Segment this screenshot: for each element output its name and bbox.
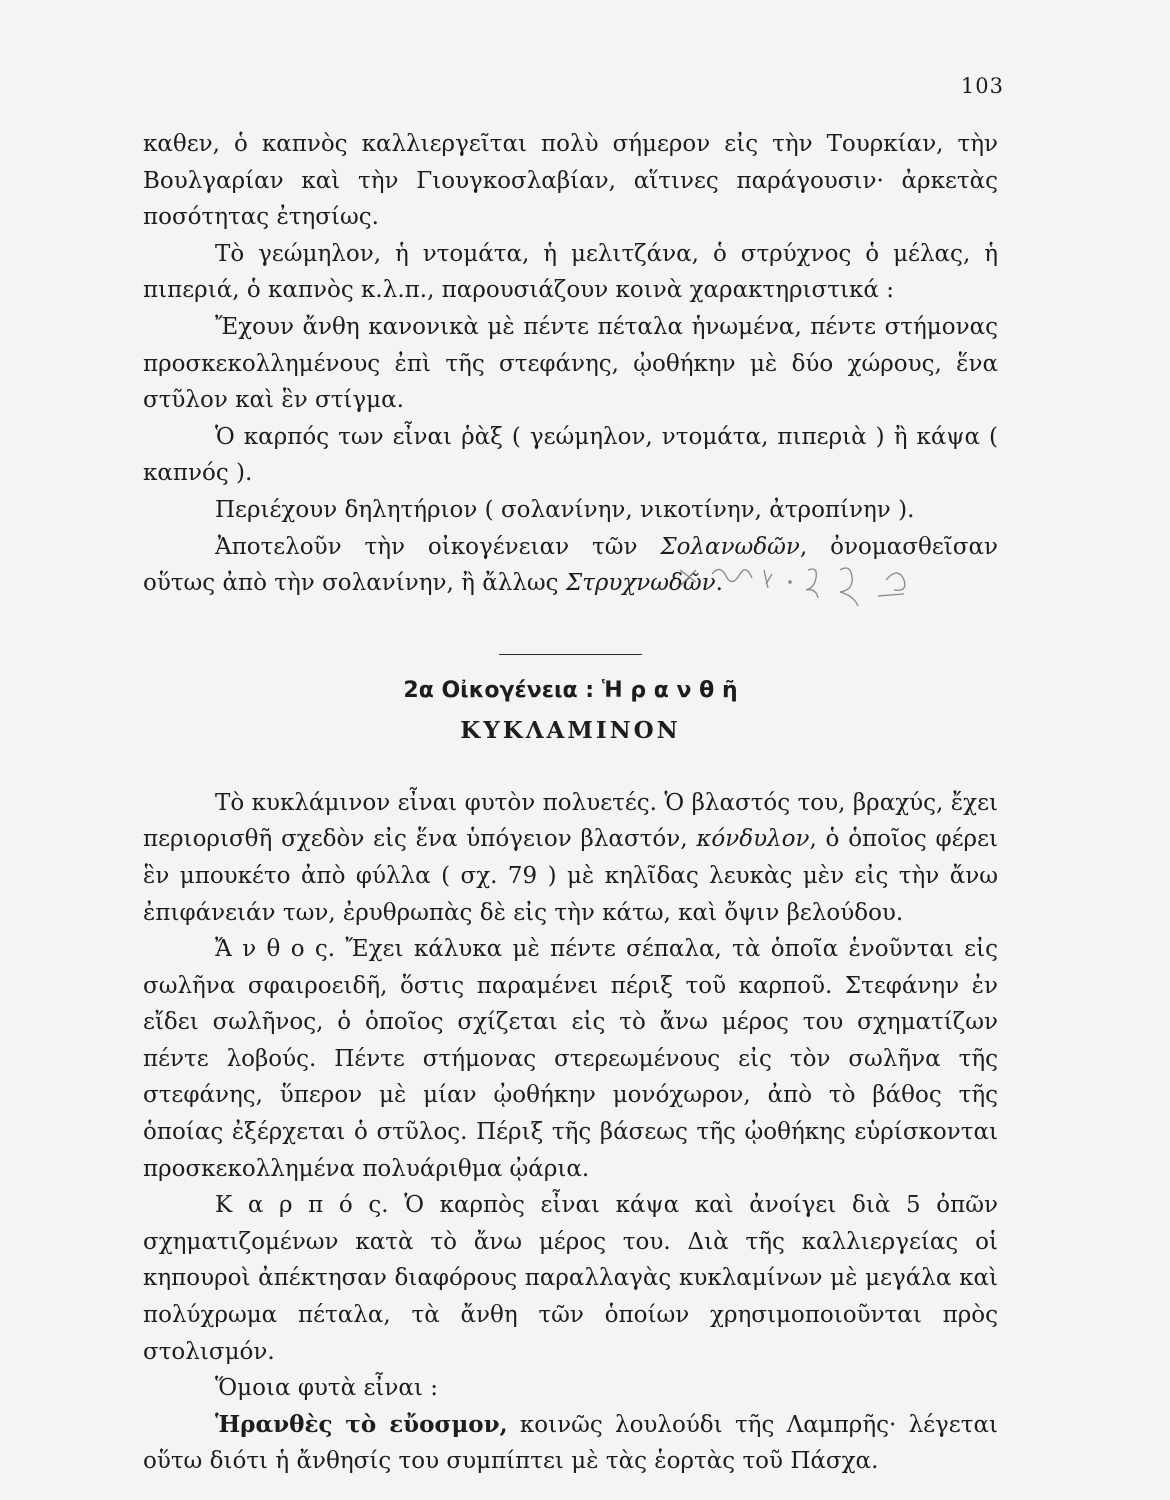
- paragraph-solanaceae-list: Τὸ γεώμηλον, ἡ ντομάτα, ἡ μελιτζάνα, ὁ στρύχνος ὁ μέλας, ἡ πιπεριά, ὁ καπνὸς κ.λ.π., παρουσιάζουν κοινὰ χαρακτηριστικά :: [143, 240, 998, 304]
- paragraph-fruit-cyclamen: [143, 1187, 998, 1370]
- pencil-scribble: [672, 560, 962, 612]
- paragraph-continuation: καθεν, ὁ καπνὸς καλλιεργεῖται πολὺ σήμερον εἰς τὴν Τουρκίαν, τὴν Βουλγαρίαν καὶ τὴν Γιουγκοσλαβίαν, αἵτινες παράγουσιν· ἀρκετὰς ποσότητας ἐτησίως.: [143, 131, 998, 231]
- cyclamen-text-a: Τὸ κυκλάμινον εἶναι φυτὸν πολυετές. Ὁ βλαστός του, βραχύς, ἔχει περιορισθῆ σχεδὸν εἰς ἕνα ὑπόγειον βλαστόν,: [143, 789, 998, 853]
- paragraph-flower-traits: Ἔχουν ἄνθη κανονικὰ μὲ πέντε πέταλα ἡνωμένα, πέντε στήμονας προσκεκολλημένους ἐπὶ τῆς στεφάνης, ᾠοθήκην μὲ δύο χώρους, ἕνα στῦλον καὶ ἓν στίγμα.: [143, 313, 998, 414]
- paragraph-flower: [143, 931, 998, 1187]
- section-divider: [499, 654, 642, 655]
- family-text-c: .: [715, 570, 723, 597]
- eranthis-description: κοινῶς λουλούδι τῆς Λαμπρῆς· λέγεται οὕτω διότι ἡ ἄνθησίς του συμπίπτει μὲ τὰς ἑορτὰς τοῦ Πάσχα.: [143, 1411, 998, 1475]
- label-anthos: Ἄ ν θ ο ς.: [215, 936, 336, 963]
- paragraph-eranthis: [143, 1407, 998, 1480]
- family-term-strychnodon: Στρυχνωδῶν: [565, 570, 716, 597]
- cyclamen-text-b: , ὁ ὁποῖος φέρει ἓν μπουκέτο ἀπὸ φύλλα ( σχ. 79 ) μὲ κηλῖδας λευκὰς μὲν εἰς τὴν ἄνω ἐπιφάνειάν των, ἐρυθρωπὰς δὲ εἰς τὴν κάτω, καὶ ὄψιν βελούδου.: [143, 826, 999, 926]
- family-text-b: , ὀνομασθεῖσαν οὕτως ἀπὸ τὴν σολανίνην, ἢ ἄλλως: [143, 533, 998, 597]
- paragraph-cyclamen-stem: [143, 785, 998, 931]
- label-karpos: Κ α ρ π ό ς.: [215, 1192, 389, 1219]
- term-kondylon: κόνδυλον: [696, 826, 810, 853]
- paragraph-fruit: Ὁ καρπός των εἶναι ῥὰξ ( γεώμηλον, ντομάτα, πιπεριὰ ) ἢ κάψα ( καπνός ).: [143, 423, 998, 487]
- plant-heading: ΚΥΚΛΑΜΙΝΟΝ: [460, 716, 681, 744]
- family-heading: 2α Οἰκογένεια : Ἡ ρ α ν θ ῆ: [403, 677, 738, 703]
- flower-description: Ἔχει κάλυκα μὲ πέντε σέπαλα, τὰ ὁποῖα ἑνοῦνται εἰς σωλῆνα σφαιροειδῆ, ὅστις παραμένει πέριξ τοῦ καρποῦ. Στεφάνην ἐν εἴδει σωλῆνος, ὁ ὁποῖος σχίζεται εἰς τὸ ἄνω μέρος του σχηματίζων πέντε λοβούς. Πέντε στήμονας στερεωμένους εἰς τὸν σωλῆνα τῆς στεφάνης, ὕπερον μὲ μίαν ᾠοθήκην μονόχωρον, ἀπὸ τὸ βάθος τῆς ὁποίας ἐξέρχεται ὁ στῦλος. Πέριξ τῆς βάσεως τῆς ᾠοθήκης εὑρίσκονται προσκεκολλημένα πολυάριθμα ᾠάρια.: [143, 936, 998, 1182]
- body-text: [143, 126, 998, 1480]
- family-text-a: Ἀποτελοῦν τὴν οἰκογένειαν τῶν: [215, 533, 661, 560]
- family-term-solanodon: Σολανωδῶν: [660, 533, 800, 560]
- paragraph-similar-plants: Ὅμοια φυτὰ εἶναι :: [215, 1375, 439, 1402]
- page-number: 103: [960, 74, 1004, 98]
- paragraph-poisons: Περιέχουν δηλητήριον ( σολανίνην, νικοτίνην, ἀτροπίνην ).: [215, 496, 915, 523]
- fruit-description: Ὁ καρπὸς εἶναι κάψα καὶ ἀνοίγει διὰ 5 ὀπῶν σχηματιζομένων κατὰ τὸ ἄνω μέρος του. Διὰ τῆς καλλιεργείας οἱ κηπουροὶ ἀπέκτησαν διαφόρους παραλλαγὰς κυκλαμίνων μὲ μεγάλα καὶ πολύχρωμα πέταλα, τὰ ἄνθη τῶν ὁποίων χρησιμοποιοῦνται πρὸς στολισμόν.: [143, 1192, 998, 1365]
- term-eranthis: Ἡρανθὲς τὸ εὔοσμον,: [215, 1410, 508, 1438]
